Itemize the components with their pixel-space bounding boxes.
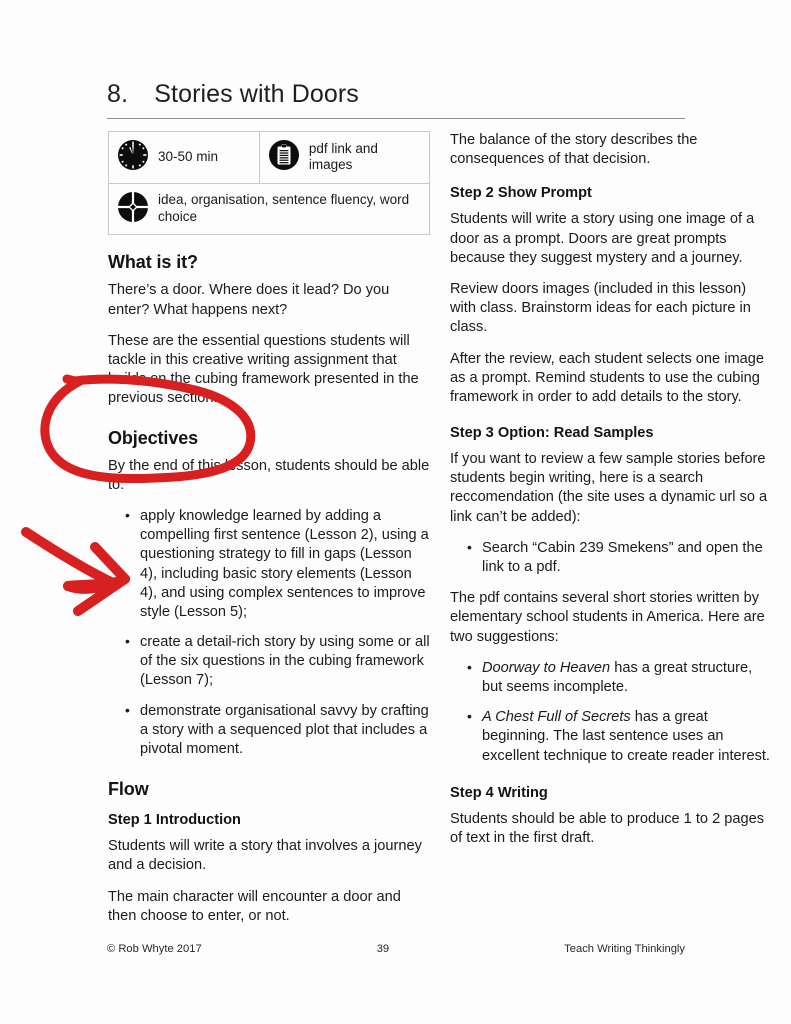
footer-page-number: 39	[376, 943, 390, 955]
clipboard-icon	[268, 139, 300, 176]
duration-cell	[109, 132, 260, 184]
story-title: A Chest Full of Secrets	[482, 709, 631, 726]
list-item: • create a detail-rich story by using some or all of the six questions in the cubing framework (Lesson 7);	[140, 633, 430, 691]
objectives-list	[108, 507, 430, 759]
clock-icon	[117, 139, 149, 176]
duration-label: 30-50 min	[158, 149, 219, 164]
step-4-paragraph: Students should be able to produce 1 to 2 pages of text in the first draft.	[450, 810, 765, 846]
table-row	[109, 183, 430, 235]
red-arrow-shaft-upper	[26, 532, 113, 583]
what-is-it-paragraph: There’s a door. Where does it lead? Do you enter? What happens next?	[108, 282, 390, 318]
list-item: • demonstrate organisational savvy by crafting a story with a sequenced plot that includes a pivotal moment.	[140, 702, 430, 760]
red-arrow-shaft-kink	[68, 583, 113, 586]
story-suggestions-list	[450, 659, 772, 766]
title-divider	[107, 118, 685, 119]
footer-copyright: © Rob Whyte 2017	[107, 943, 202, 955]
story-title: Doorway to Heaven	[482, 659, 611, 676]
step-1-paragraph: The main character will encounter a door and then choose to enter, or not.	[108, 888, 401, 924]
heading-step-4: Step 4 Writing	[450, 784, 548, 801]
compass-icon	[117, 191, 149, 228]
step-1-continuation: The balance of the story describes the consequences of that decision.	[450, 132, 698, 168]
step-3-after-text: The pdf contains several short stories written by elementary school students in America. Here are two suggestions:	[450, 590, 765, 645]
step-1-paragraph: Students will write a story that involves a journey and a decision.	[108, 838, 422, 874]
what-is-it-paragraph: These are the essential questions students will tackle in this creative writing assignment that builds on the cubing framework presented in the previous section.	[108, 332, 419, 407]
page-title-number: 8.	[107, 80, 129, 108]
heading-step-1: Step 1 Introduction	[108, 812, 241, 829]
list-item: • Search “Cabin 239 Smekens” and open the link to a pdf.	[482, 539, 772, 577]
story-comment: has a great structure, but seems incomplete.	[482, 659, 753, 695]
page-title-text: Stories with Doors	[154, 80, 359, 108]
page-title	[107, 80, 685, 109]
heading-step-3: Step 3 Option: Read Samples	[450, 425, 654, 442]
step-3-search-list	[450, 539, 772, 577]
step-2-paragraph: After the review, each student selects one image as a prompt. Remind students to use the cubing framework in order to add details to the story.	[450, 350, 764, 405]
lesson-info-table	[108, 131, 430, 235]
heading-what-is-it: What is it?	[108, 252, 198, 273]
materials-label: pdf link and images	[308, 140, 378, 173]
list-item	[482, 708, 772, 766]
page-footer	[107, 943, 685, 955]
step-2-paragraph: Students will write a story using one image of a door as a prompt. Doors are great prompts because they suggest mystery and a journey.	[450, 211, 755, 266]
left-column	[108, 131, 430, 926]
traits-cell	[109, 183, 430, 235]
heading-flow: Flow	[108, 779, 149, 800]
list-item: • apply knowledge learned by adding a compelling first sentence (Lesson 2), using a questioning strategy to fill in gaps (Lesson 4), including basic story elements (Lesson 4), and using complex sentences to improve style (Lesson 5);	[140, 507, 430, 622]
table-row	[109, 132, 430, 184]
step-3-intro: If you want to review a few sample stories before students begin writing, here is a search reccomendation (the site uses a dynamic url so a link can’t be added):	[450, 451, 768, 525]
heading-step-2: Step 2 Show Prompt	[450, 185, 592, 202]
step-2-paragraph: Review doors images (included in this lesson) with class. Brainstorm ideas for each picture in class.	[450, 280, 751, 336]
traits-label: idea, organisation, sentence fluency, word choice	[158, 192, 410, 225]
list-item	[482, 659, 772, 697]
materials-cell	[259, 132, 429, 184]
story-comment: has a great beginning. The last sentence uses an excellent technique to create reader interest.	[482, 709, 770, 764]
objectives-intro: By the end of this lesson, students should be able to:	[108, 457, 430, 493]
right-column	[450, 131, 772, 848]
footer-publisher: Teach Writing Thinkingly	[564, 943, 685, 955]
heading-objectives: Objectives	[108, 427, 199, 448]
